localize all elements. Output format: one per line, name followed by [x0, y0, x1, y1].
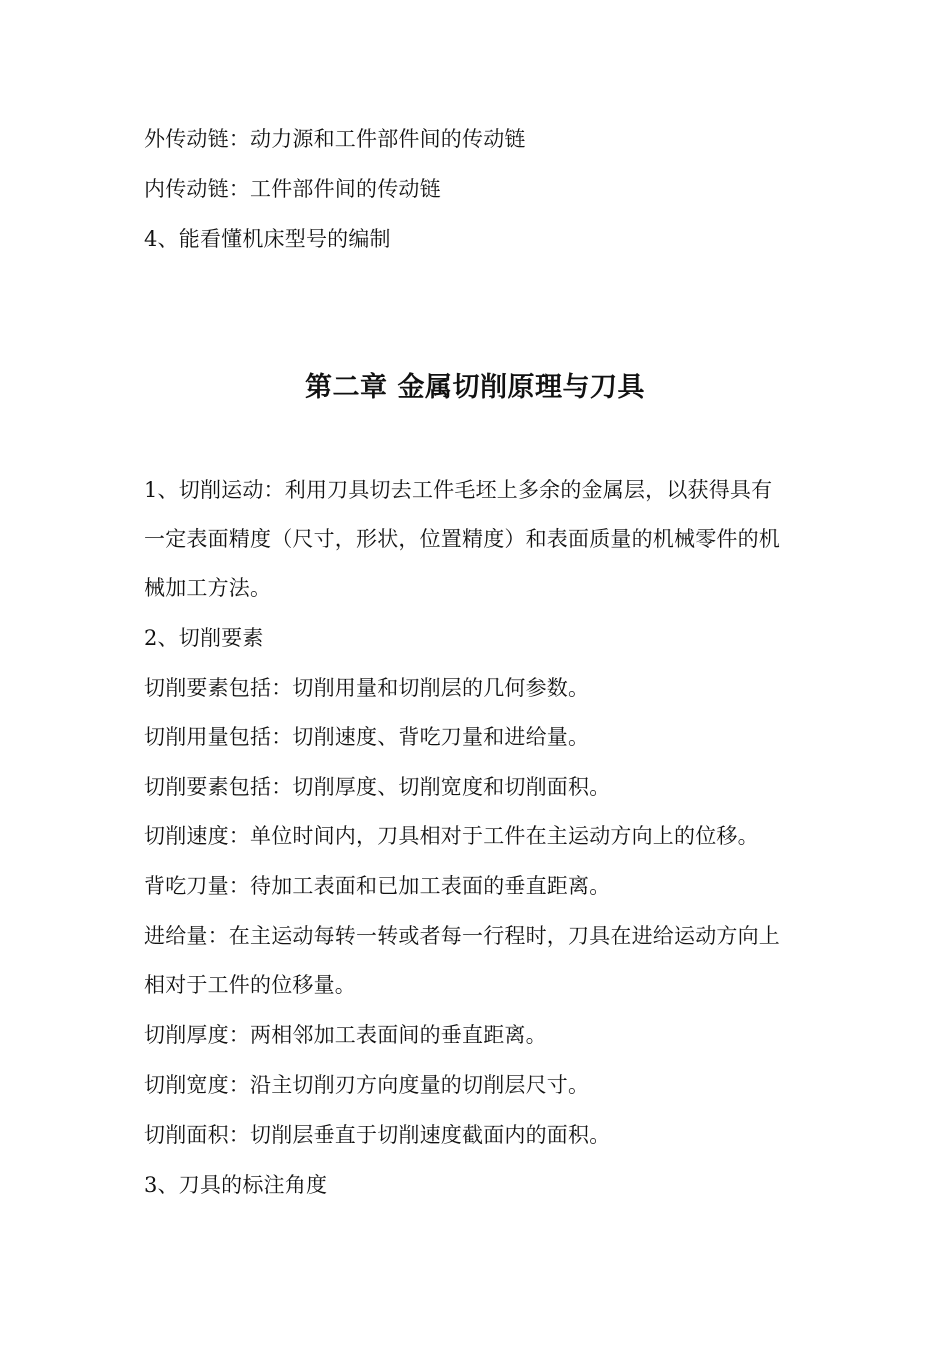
cutting-thickness-definition: 切削厚度：两相邻加工表面间的垂直距离。 [144, 1023, 547, 1047]
cutting-elements-includes-2: 切削要素包括：切削厚度、切削宽度和切削面积。 [144, 775, 611, 799]
feed-definition-line-1: 进给量：在主运动每转一转或者每一行程时，刀具在进给运动方向上 [144, 924, 780, 948]
cutting-amount-includes: 切削用量包括：切削速度、背吃刀量和进给量。 [144, 725, 590, 749]
chapter-title: 第二章 金属切削原理与刀具 [305, 372, 645, 403]
back-engagement-definition: 背吃刀量：待加工表面和已加工表面的垂直距离。 [144, 874, 611, 898]
external-transmission-chain-line: 外传动链：动力源和工件部件间的传动链 [144, 127, 526, 151]
cutting-elements-heading: 2、切削要素 [144, 626, 264, 650]
cutting-speed-definition: 切削速度：单位时间内，刀具相对于工件在主运动方向上的位移。 [144, 824, 759, 848]
cutting-motion-line-3: 械加工方法。 [144, 576, 272, 600]
cutting-width-definition: 切削宽度：沿主切削刃方向度量的切削层尺寸。 [144, 1073, 590, 1097]
feed-definition-line-2: 相对于工件的位移量。 [144, 973, 356, 997]
cutting-area-definition: 切削面积：切削层垂直于切削速度截面内的面积。 [144, 1123, 611, 1147]
machine-model-heading: 4、能看懂机床型号的编制 [144, 227, 391, 251]
cutting-motion-line-2: 一定表面精度（尺寸，形状，位置精度）和表面质量的机械零件的机 [144, 527, 780, 551]
cutting-motion-line-1: 1、切削运动：利用刀具切去工件毛坯上多余的金属层，以获得具有 [144, 478, 773, 502]
internal-transmission-chain-line: 内传动链：工件部件间的传动链 [144, 177, 441, 201]
tool-angles-heading: 3、刀具的标注角度 [144, 1173, 328, 1197]
cutting-elements-includes-1: 切削要素包括：切削用量和切削层的几何参数。 [144, 676, 590, 700]
